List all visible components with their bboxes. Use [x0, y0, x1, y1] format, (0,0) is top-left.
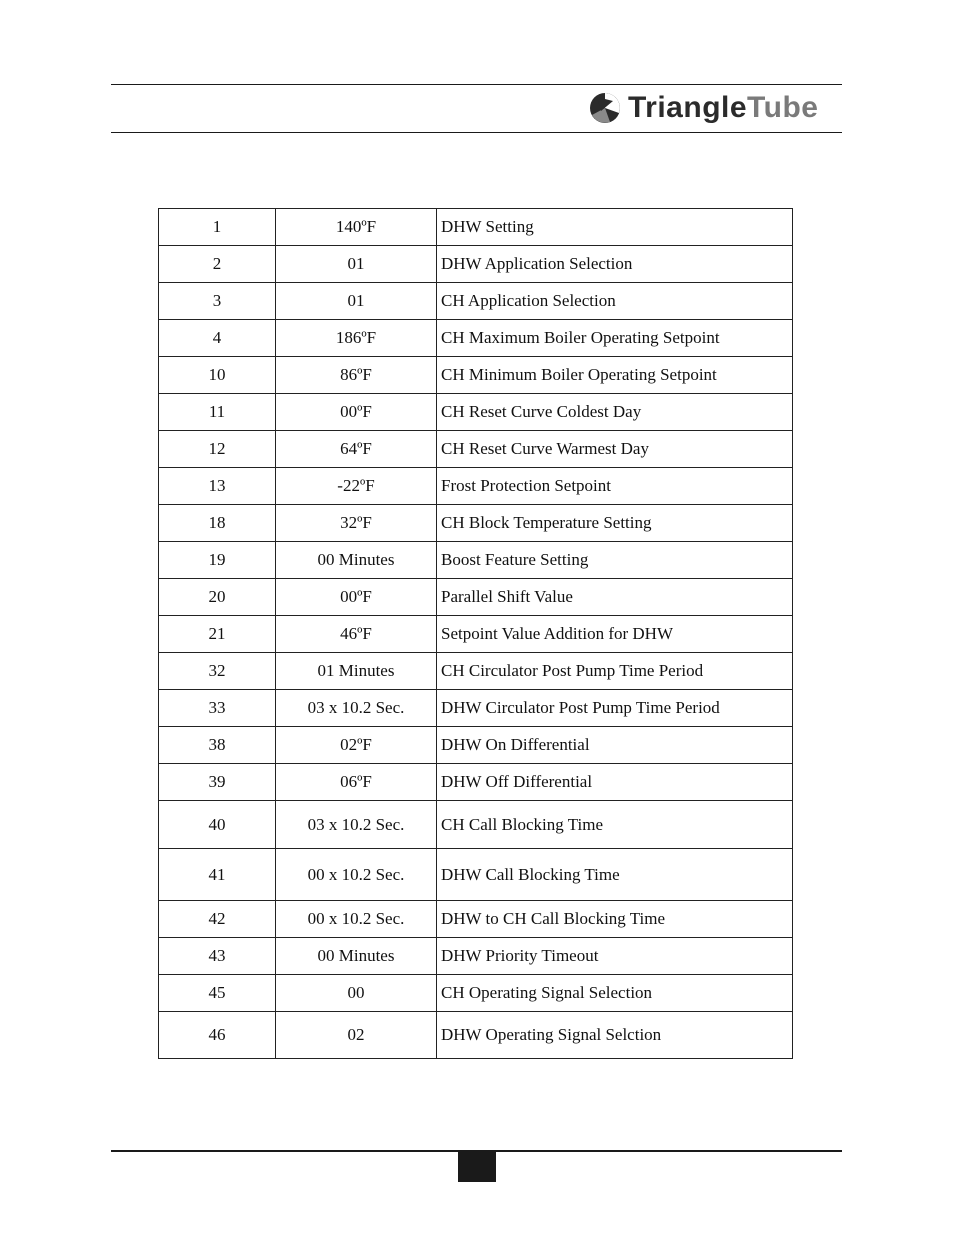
parameter-description-cell: Boost Feature Setting	[437, 542, 793, 579]
parameter-number-cell: 3	[159, 283, 276, 320]
parameter-value-cell: -22ºF	[276, 468, 437, 505]
parameter-number-cell: 39	[159, 764, 276, 801]
parameter-number-cell: 18	[159, 505, 276, 542]
parameter-description-cell: Parallel Shift Value	[437, 579, 793, 616]
parameter-description-cell: CH Maximum Boiler Operating Setpoint	[437, 320, 793, 357]
parameter-number-cell: 2	[159, 246, 276, 283]
table-row	[159, 801, 793, 849]
parameter-number-cell: 4	[159, 320, 276, 357]
parameter-description-cell: CH Operating Signal Selection	[437, 975, 793, 1012]
parameter-value-cell: 00 Minutes	[276, 938, 437, 975]
parameter-description-cell: DHW Application Selection	[437, 246, 793, 283]
parameter-description-cell: DHW Call Blocking Time	[437, 849, 793, 901]
parameter-number-cell: 20	[159, 579, 276, 616]
parameter-value-cell: 186ºF	[276, 320, 437, 357]
parameter-number-cell: 42	[159, 901, 276, 938]
triangle-tube-logo-icon	[588, 91, 622, 125]
parameter-value-cell: 03 x 10.2 Sec.	[276, 690, 437, 727]
brand-name-part2: Tube	[747, 91, 819, 124]
parameter-description-cell: DHW Circulator Post Pump Time Period	[437, 690, 793, 727]
parameter-number-cell: 32	[159, 653, 276, 690]
table-row	[159, 579, 793, 616]
parameter-value-cell: 03 x 10.2 Sec.	[276, 801, 437, 849]
parameter-description-cell: CH Block Temperature Setting	[437, 505, 793, 542]
header-bottom-rule	[111, 132, 842, 133]
parameter-description-cell: CH Reset Curve Coldest Day	[437, 394, 793, 431]
parameter-number-cell: 43	[159, 938, 276, 975]
parameter-value-cell: 01	[276, 283, 437, 320]
table-row	[159, 849, 793, 901]
parameter-number-cell: 10	[159, 357, 276, 394]
parameter-number-cell: 12	[159, 431, 276, 468]
parameter-number-cell: 45	[159, 975, 276, 1012]
parameter-value-cell: 01 Minutes	[276, 653, 437, 690]
parameter-number-cell: 11	[159, 394, 276, 431]
parameter-description-cell: DHW Priority Timeout	[437, 938, 793, 975]
table-row	[159, 690, 793, 727]
parameter-description-cell: CH Application Selection	[437, 283, 793, 320]
table-row	[159, 505, 793, 542]
parameter-number-cell: 40	[159, 801, 276, 849]
parameter-description-cell: DHW Setting	[437, 209, 793, 246]
parameter-number-cell: 33	[159, 690, 276, 727]
table-row	[159, 616, 793, 653]
table-row	[159, 975, 793, 1012]
parameter-number-cell: 21	[159, 616, 276, 653]
parameter-description-cell: Frost Protection Setpoint	[437, 468, 793, 505]
table-row	[159, 901, 793, 938]
parameter-description-cell: DHW Operating Signal Selction	[437, 1012, 793, 1059]
table-row	[159, 468, 793, 505]
table-row	[159, 542, 793, 579]
parameter-description-cell: DHW to CH Call Blocking Time	[437, 901, 793, 938]
parameter-description-cell: CH Minimum Boiler Operating Setpoint	[437, 357, 793, 394]
header-top-rule	[111, 84, 842, 85]
parameter-table	[158, 208, 793, 1059]
parameter-description-cell: Setpoint Value Addition for DHW	[437, 616, 793, 653]
table-row	[159, 246, 793, 283]
parameter-value-cell: 86ºF	[276, 357, 437, 394]
parameter-number-cell: 1	[159, 209, 276, 246]
parameter-value-cell: 140ºF	[276, 209, 437, 246]
table-row	[159, 764, 793, 801]
table-row	[159, 431, 793, 468]
parameter-value-cell: 00ºF	[276, 394, 437, 431]
table-row	[159, 209, 793, 246]
table-row	[159, 1012, 793, 1059]
parameter-number-cell: 13	[159, 468, 276, 505]
table-row	[159, 357, 793, 394]
parameter-description-cell: CH Call Blocking Time	[437, 801, 793, 849]
parameter-number-cell: 41	[159, 849, 276, 901]
parameter-value-cell: 02	[276, 1012, 437, 1059]
table-row	[159, 727, 793, 764]
brand-name-part1: Triangle	[628, 91, 748, 124]
parameter-value-cell: 02ºF	[276, 727, 437, 764]
parameter-description-cell: DHW Off Differential	[437, 764, 793, 801]
parameter-value-cell: 00 x 10.2 Sec.	[276, 901, 437, 938]
parameter-value-cell: 00ºF	[276, 579, 437, 616]
table-row	[159, 653, 793, 690]
brand-logo	[588, 90, 818, 126]
parameter-value-cell: 00	[276, 975, 437, 1012]
parameter-value-cell: 06ºF	[276, 764, 437, 801]
parameter-number-cell: 46	[159, 1012, 276, 1059]
parameter-value-cell: 64ºF	[276, 431, 437, 468]
parameter-value-cell: 00 x 10.2 Sec.	[276, 849, 437, 901]
parameter-description-cell: CH Reset Curve Warmest Day	[437, 431, 793, 468]
parameter-description-cell: CH Circulator Post Pump Time Period	[437, 653, 793, 690]
parameter-description-cell: DHW On Differential	[437, 727, 793, 764]
table-row	[159, 320, 793, 357]
parameter-number-cell: 19	[159, 542, 276, 579]
parameter-number-cell: 38	[159, 727, 276, 764]
parameter-table-body	[159, 209, 793, 1059]
table-row	[159, 394, 793, 431]
parameter-value-cell: 00 Minutes	[276, 542, 437, 579]
parameter-value-cell: 01	[276, 246, 437, 283]
parameter-value-cell: 32ºF	[276, 505, 437, 542]
table-row	[159, 938, 793, 975]
parameter-value-cell: 46ºF	[276, 616, 437, 653]
table-row	[159, 283, 793, 320]
page-number-tab	[458, 1151, 496, 1182]
